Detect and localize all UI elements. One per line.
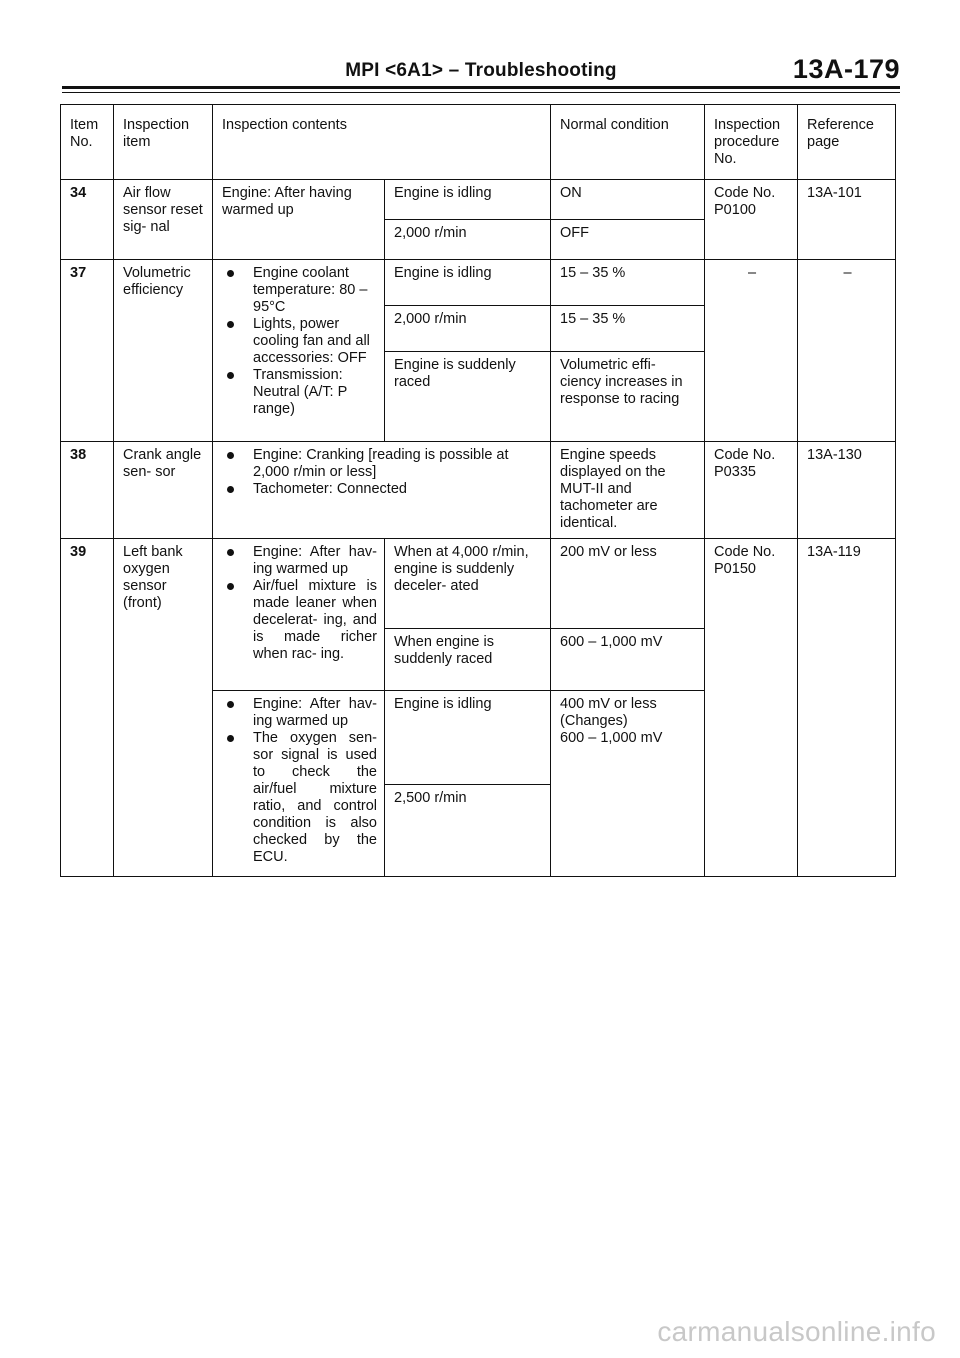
header-inspection-item: Inspection item [114,105,213,180]
engine-state: Engine is suddenly raced [385,352,551,442]
condition-bullet: Tachometer: Connected [222,481,543,498]
engine-state: Engine is idling [385,260,551,306]
engine-state: When engine is suddenly raced [385,629,551,691]
header-normal-condition: Normal condition [551,105,705,180]
inspection-item: Crank angle sen- sor [114,442,213,539]
watermark: carmanualsonline.info [657,1316,936,1347]
item-no: 37 [61,260,114,442]
header-reference: Reference page [798,105,896,180]
header-rule [62,86,900,89]
normal-condition: OFF [551,220,705,260]
header-inspection-contents: Inspection contents [213,105,551,180]
normal-condition: 600 – 1,000 mV [551,629,705,691]
table-row [61,180,896,220]
item-no: 34 [61,180,114,260]
normal-condition: 15 – 35 % [551,306,705,352]
page-header [62,54,900,84]
header-procedure: Inspection procedure No. [705,105,798,180]
reference-page: – [798,260,896,442]
troubleshooting-table [60,104,896,877]
header-item-no: Item No. [61,105,114,180]
reference-page: 13A-101 [798,180,896,260]
engine-state: 2,500 r/min [385,785,551,877]
engine-state: 2,000 r/min [385,220,551,260]
inspection-item: Volumetric efficiency [114,260,213,442]
inspection-condition-list [213,691,385,877]
page-number: 13A-179 [792,54,900,84]
condition-bullet: Air/fuel mixture is made leaner when decelerat- ing, and is made richer when rac- ing. [222,578,377,663]
inspection-procedure: Code No. P0100 [705,180,798,260]
engine-state: 2,000 r/min [385,306,551,352]
condition-bullet: Lights, power cooling fan and all accessories: OFF [222,316,377,367]
condition-bullet: Engine: After hav- ing warmed up [222,696,377,730]
table-row [61,260,896,306]
inspection-condition-list [213,539,385,691]
normal-condition: Engine speeds displayed on the MUT-II and tachometer are identical. [551,442,705,539]
inspection-condition-list [213,260,385,442]
normal-condition: ON [551,180,705,220]
normal-condition-changes [551,691,705,877]
inspection-procedure: Code No. P0150 [705,539,798,877]
inspection-condition-list [213,442,551,539]
engine-state: Engine is idling [385,180,551,220]
table-header-row [61,105,896,180]
condition-bullet: Engine: Cranking [reading is possible at 2,000 r/min or less] [222,447,543,481]
normal-condition: 15 – 35 % [551,260,705,306]
table-row [61,442,896,539]
normal-condition: 200 mV or less [551,539,705,629]
engine-state: Engine is idling [385,691,551,785]
inspection-procedure: Code No. P0335 [705,442,798,539]
item-no: 38 [61,442,114,539]
inspection-item: Air flow sensor reset sig- nal [114,180,213,260]
condition-bullet: Engine: After hav- ing warmed up [222,544,377,578]
normal-value: 600 – 1,000 mV [560,730,663,746]
engine-state: When at 4,000 r/min, engine is suddenly deceler- ated [385,539,551,629]
condition-bullet: Engine coolant temperature: 80 – 95°C [222,265,377,316]
condition-bullet: Transmission: Neutral (A/T: P range) [222,367,377,418]
inspection-condition: Engine: After having warmed up [213,180,385,260]
reference-page: 13A-130 [798,442,896,539]
condition-bullet: The oxygen sen- sor signal is used to check the air/fuel mixture ratio, and control condition is also checked by the ECU. [222,730,377,866]
normal-condition: Volumetric effi- ciency increases in response to racing [551,352,705,442]
normal-value: 400 mV or less [560,696,657,712]
normal-value: (Changes) [560,713,628,729]
page-title: MPI <6A1> – Troubleshooting [345,60,617,81]
inspection-procedure: – [705,260,798,442]
reference-page: 13A-119 [798,539,896,877]
inspection-item: Left bank oxygen sensor (front) [114,539,213,877]
header-rule-thin [62,92,900,93]
table-row [61,539,896,629]
item-no: 39 [61,539,114,877]
